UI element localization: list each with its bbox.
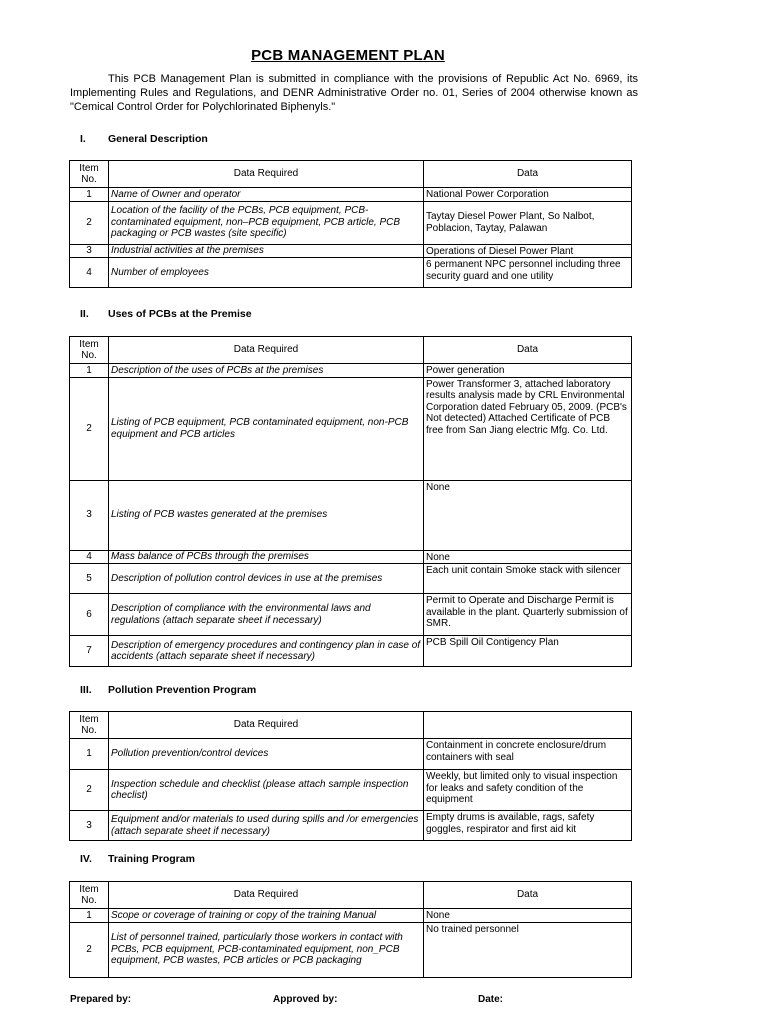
data-value: None — [424, 480, 632, 550]
data-required: Description of pollution control devices in use at the premises — [109, 564, 424, 594]
table-header-row — [70, 882, 632, 909]
approved-by-label: Approved by: — [273, 994, 338, 1005]
data-value: Operations of Diesel Power Plant — [424, 244, 632, 258]
table-row — [70, 364, 632, 378]
section-heading — [80, 133, 208, 145]
data-required: Scope or coverage of training or copy of the training Manual — [109, 909, 424, 923]
data-required: Pollution prevention/control devices — [109, 739, 424, 770]
table-row — [70, 258, 632, 288]
data-required: List of personnel trained, particularly those workers in contact with PCBs, PCB equipment, PCB-contaminated equipment, non_PCB equipment, PCB wastes, PCB articles or PCB packaging — [109, 922, 424, 977]
data-required: Number of employees — [109, 258, 424, 288]
table-row — [70, 244, 632, 258]
col-header-data: Data — [424, 882, 632, 909]
item-no: 2 — [70, 922, 109, 977]
date-label: Date: — [478, 994, 504, 1005]
data-value: 6 permanent NPC personnel including three security guard and one utility — [424, 258, 632, 288]
table-header-row — [70, 161, 632, 188]
section-heading — [80, 308, 252, 320]
section-heading — [80, 853, 195, 865]
table-row — [70, 770, 632, 811]
col-header-data-required: Data Required — [109, 337, 424, 364]
section-heading — [80, 684, 256, 696]
data-value: No trained personnel — [424, 922, 632, 977]
table-header-row — [70, 712, 632, 739]
item-no: 2 — [70, 770, 109, 811]
section-numeral: IV. — [80, 853, 92, 865]
section-numeral: II. — [80, 308, 89, 320]
section-title: Uses of PCBs at the Premise — [108, 308, 252, 320]
table-row — [70, 550, 632, 564]
item-no: 1 — [70, 364, 109, 378]
data-value: PCB Spill Oil Contigency Plan — [424, 636, 632, 667]
item-no: 1 — [70, 909, 109, 923]
item-no: 3 — [70, 480, 109, 550]
data-required: Inspection schedule and checklist (please attach sample inspection checlist) — [109, 770, 424, 811]
item-no: 1 — [70, 188, 109, 202]
uses-of-pcbs-table — [69, 336, 632, 667]
table-row — [70, 377, 632, 480]
table-row — [70, 636, 632, 667]
data-value: Containment in concrete enclosure/drum containers with seal — [424, 739, 632, 770]
item-no: 5 — [70, 564, 109, 594]
document-title: PCB MANAGEMENT PLAN — [251, 47, 445, 64]
data-value: None — [424, 550, 632, 564]
table-row — [70, 739, 632, 770]
data-value: None — [424, 909, 632, 923]
data-required: Listing of PCB equipment, PCB contaminated equipment, non-PCB equipment and PCB articles — [109, 377, 424, 480]
col-header-item-no: Item No. — [70, 161, 109, 188]
section-title: Pollution Prevention Program — [108, 684, 257, 696]
item-no: 7 — [70, 636, 109, 667]
general-description-table — [69, 160, 632, 288]
table-row — [70, 909, 632, 923]
item-no: 3 — [70, 811, 109, 841]
section-numeral: III. — [80, 684, 92, 696]
data-required: Industrial activities at the premises — [109, 244, 424, 258]
data-required: Listing of PCB wastes generated at the premises — [109, 480, 424, 550]
data-required: Description of emergency procedures and contingency plan in case of accidents (attach separate sheet if necessary) — [109, 636, 424, 667]
prepared-by-label: Prepared by: — [70, 994, 132, 1005]
table-row — [70, 201, 632, 244]
col-header-data: Data — [424, 161, 632, 188]
data-value: Power Transformer 3, attached laboratory results analysis made by CRL Environmental Corporation dated February 05, 2009. (PCB's Not detected) Attached Certificate of PCB free from San Jiang electric Mfg. Co. Ltd. — [424, 377, 632, 480]
data-value: Taytay Diesel Power Plant, So Nalbot, Poblacion, Taytay, Palawan — [424, 201, 632, 244]
data-value: Empty drums is available, rags, safety goggles, respirator and first aid kit — [424, 811, 632, 841]
pollution-prevention-table — [69, 711, 632, 841]
item-no: 6 — [70, 594, 109, 636]
data-required: Equipment and/or materials to used during spills and /or emergencies (attach separate sheet if necessary) — [109, 811, 424, 841]
table-row — [70, 188, 632, 202]
col-header-data-required: Data Required — [109, 712, 424, 739]
data-value: National Power Corporation — [424, 188, 632, 202]
item-no: 2 — [70, 201, 109, 244]
table-row — [70, 811, 632, 841]
col-header-item-no: Item No. — [70, 337, 109, 364]
col-header-data-required: Data Required — [109, 161, 424, 188]
section-numeral: I. — [80, 133, 86, 145]
item-no: 1 — [70, 739, 109, 770]
data-value: Weekly, but limited only to visual inspection for leaks and safety condition of the equipment — [424, 770, 632, 811]
training-program-table — [69, 881, 632, 978]
item-no: 4 — [70, 550, 109, 564]
data-value: Power generation — [424, 364, 632, 378]
col-header-data: Data — [424, 337, 632, 364]
item-no: 3 — [70, 244, 109, 258]
data-required: Name of Owner and operator — [109, 188, 424, 202]
item-no: 4 — [70, 258, 109, 288]
col-header-data — [424, 712, 632, 739]
item-no: 2 — [70, 377, 109, 480]
data-value: Permit to Operate and Discharge Permit is available in the plant. Quarterly submission of SMR. — [424, 594, 632, 636]
data-required: Description of the uses of PCBs at the premises — [109, 364, 424, 378]
table-row — [70, 594, 632, 636]
table-row — [70, 564, 632, 594]
col-header-item-no: Item No. — [70, 712, 109, 739]
data-required: Description of compliance with the environmental laws and regulations (attach separate sheet if necessary) — [109, 594, 424, 636]
intro-paragraph: This PCB Management Plan is submitted in compliance with the provisions of Republic Act No. 6969, its Implementing Rules and Regulations, and DENR Administrative Order no. 01, Series of 2004 otherwise known as "Cemical Control Order for Polychlorinated Biphenyls." — [70, 73, 638, 113]
section-title: General Description — [108, 133, 208, 145]
col-header-item-no: Item No. — [70, 882, 109, 909]
section-title: Training Program — [108, 853, 195, 865]
data-value: Each unit contain Smoke stack with silencer — [424, 564, 632, 594]
data-required: Location of the facility of the PCBs, PCB equipment, PCB-contaminated equipment, non–PCB equipment, PCB article, PCB packaging or PCB wastes (site specific) — [109, 201, 424, 244]
col-header-data-required: Data Required — [109, 882, 424, 909]
table-row — [70, 480, 632, 550]
table-header-row — [70, 337, 632, 364]
table-row — [70, 922, 632, 977]
data-required: Mass balance of PCBs through the premises — [109, 550, 424, 564]
